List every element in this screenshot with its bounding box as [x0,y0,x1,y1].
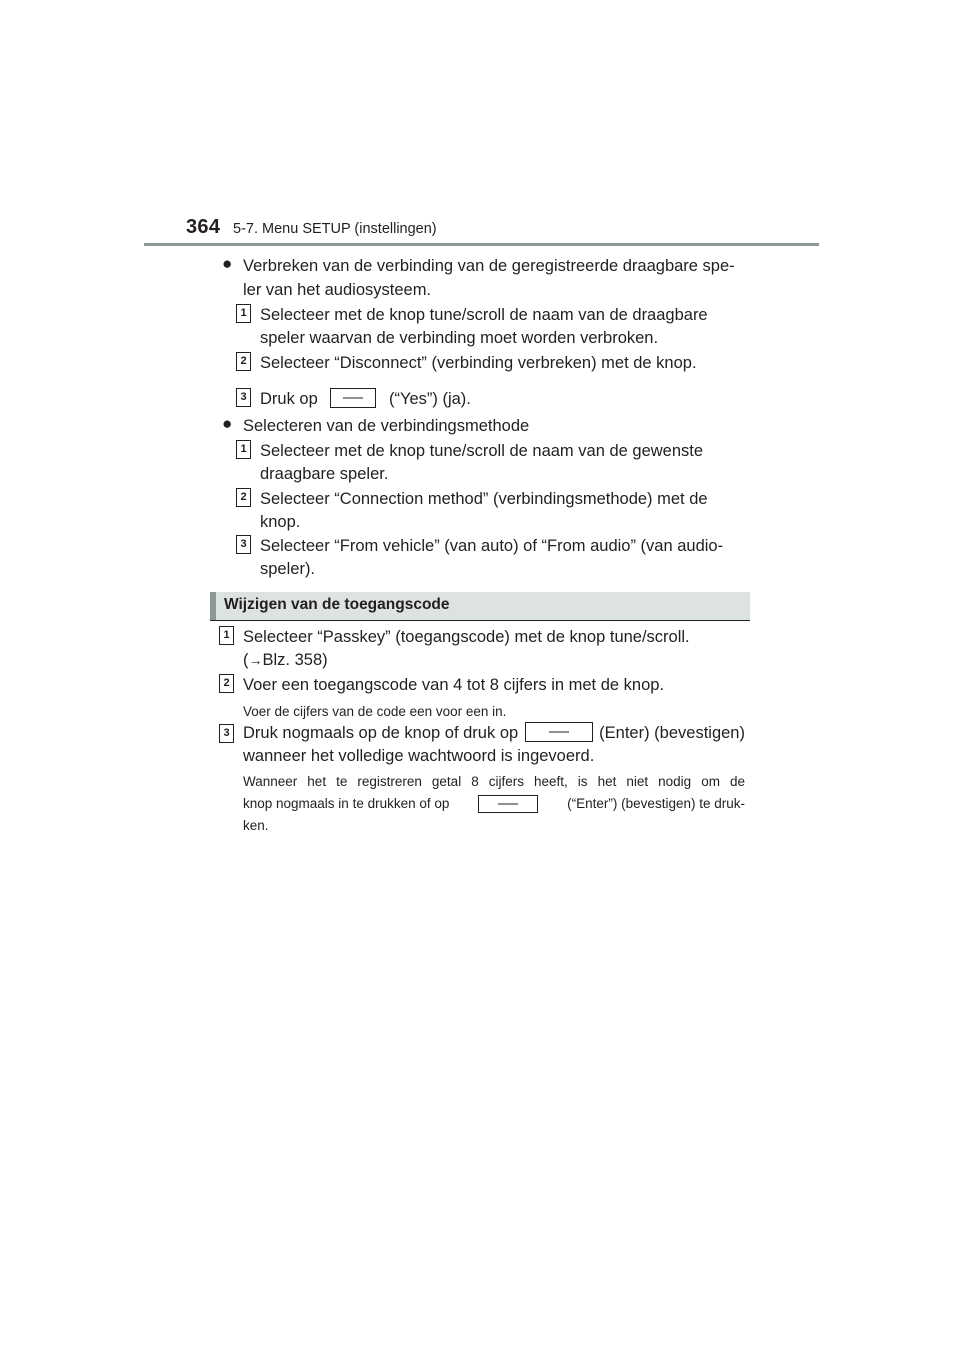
bullet-heading-disconnect-cont: ler van het audiosysteem. [243,281,432,299]
step-number-badge: 1 [236,440,251,459]
section-title: 5-7. Menu SETUP (instellingen) [233,221,437,237]
step-note: Voer de cijfers van de code een voor een in. [243,704,507,719]
bullet-heading-connection-method: Selecteren van de verbindingsmethode [243,417,530,435]
step-text: Selecteer “Disconnect” (verbinding verbreken) met de knop. [260,354,697,372]
step-number-badge: 1 [236,304,251,323]
step-text: Selecteer met de knop tune/scroll de naam van de draagbare [260,306,708,324]
dash-button-icon [478,795,538,813]
step-text-post: (“Yes”) (ja). [388,390,471,408]
section-header-rule [210,620,750,621]
step-text: Selecteer “Passkey” (toegangscode) met de knop tune/scroll. [243,628,690,646]
step-text: Selecteer “Connection method” (verbindingsmethode) met de [260,490,708,508]
step-number-badge: 2 [236,352,251,371]
section-header-accent [210,592,216,620]
section-heading: Wijzigen van de toegangscode [224,596,450,613]
arrow-right-icon: → [248,652,263,668]
step-number-badge: 3 [219,724,234,743]
step-text [243,722,745,745]
page-number: 364 [186,216,221,238]
step-text: Selecteer “From vehicle” (van auto) of “From audio” (van audio- [260,537,724,555]
paren-open: ( [243,651,249,669]
step-number-badge: 2 [236,488,251,507]
step-text-cont: knop. [260,513,301,531]
step-number-badge: 3 [236,388,251,407]
header-divider [144,243,819,246]
dash-button-icon [330,388,376,408]
bullet-icon: ● [222,414,233,433]
step-note-cont: ken. [243,818,269,833]
bullet-heading-disconnect: Verbreken van de verbinding van de geregistreerde draagbare spe- [243,257,735,275]
step-note-cont [243,793,745,815]
step-text-cont: speler waarvan de verbinding moet worden verbroken. [260,329,659,347]
step-text [260,388,471,411]
step-text-cont: wanneer het volledige wachtwoord is ingevoerd. [243,747,595,765]
step-text-pre: Druk nogmaals op de knop of druk op [243,724,519,742]
step-text-cont: speler). [260,560,316,578]
step-number-badge: 1 [219,626,234,645]
step-text-post: (Enter) (bevestigen) [599,724,745,742]
step-number-badge: 2 [219,674,234,693]
step-note-pre: knop nogmaals in te drukken of op [243,796,450,811]
step-number-badge: 3 [236,535,251,554]
page-reference: Blz. 358) [262,651,328,669]
step-note: Wanneer het te registreren getal 8 cijfers heeft, is het niet nodig om de [243,774,745,789]
step-text-cont: draagbare speler. [260,465,389,483]
step-text-pre: Druk op [260,390,318,408]
step-text: Voer een toegangscode van 4 tot 8 cijfers in met de knop. [243,676,665,694]
step-text-cont [243,649,328,672]
step-note-post: (“Enter”) (bevestigen) te druk- [567,796,745,811]
step-text: Selecteer met de knop tune/scroll de naam van de gewenste [260,442,704,460]
dash-button-icon [525,722,593,742]
bullet-icon: ● [222,254,233,273]
